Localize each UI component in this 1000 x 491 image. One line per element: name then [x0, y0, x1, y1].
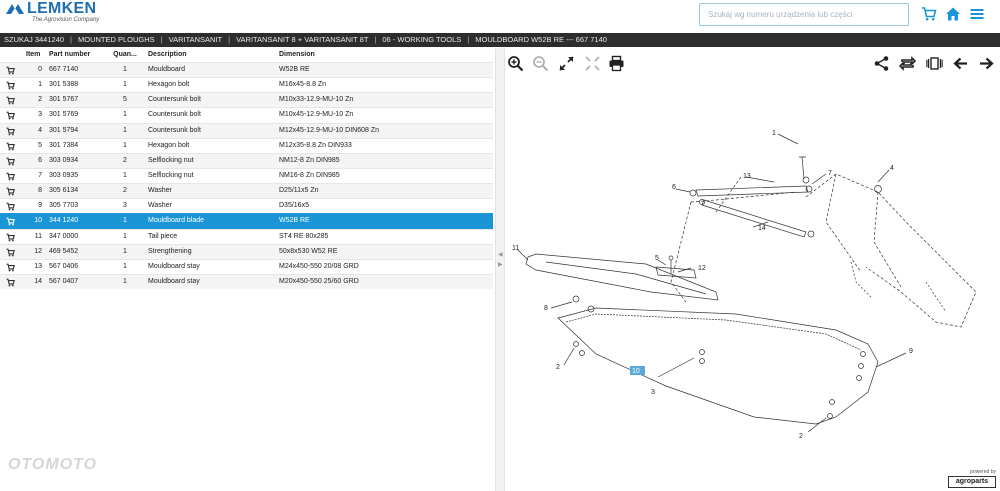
- cell-item: 3: [38, 111, 42, 119]
- arrow-left-icon[interactable]: [952, 55, 969, 72]
- cell-quantity: 1: [123, 171, 127, 179]
- print-icon[interactable]: [608, 55, 625, 72]
- cell-dimension: W52B RE: [279, 66, 310, 73]
- cell-item: 4: [38, 126, 42, 134]
- powered-by-label: powered by: [970, 469, 996, 475]
- cell-description: Washer: [148, 187, 172, 195]
- cell-dimension: NM12-8 Zn DIN985: [279, 156, 340, 164]
- cell-item: 5: [38, 141, 42, 149]
- table-row[interactable]: [0, 92, 493, 107]
- column-header-description[interactable]: Description: [148, 51, 187, 58]
- breadcrumb-item-mounted-ploughs[interactable]: MOUNTED PLOUGHS: [78, 35, 155, 44]
- zoom-in-icon[interactable]: [507, 55, 524, 72]
- cell-part-number: 303 0934: [49, 156, 79, 164]
- exploded-drawing[interactable]: [506, 82, 1000, 472]
- table-row[interactable]: [0, 62, 493, 77]
- cell-item: 9: [38, 202, 42, 210]
- cell-quantity: 1: [123, 141, 127, 149]
- cell-part-number: 469 5452: [49, 247, 79, 255]
- parts-table: [0, 48, 493, 289]
- cell-part-number: 667 7140: [49, 66, 79, 73]
- cell-quantity: 3: [123, 202, 127, 210]
- table-row[interactable]: [0, 138, 493, 153]
- cell-dimension: W52B RE: [279, 217, 310, 225]
- cell-quantity: 5: [123, 96, 127, 104]
- breadcrumb-separator: |: [160, 35, 163, 44]
- cell-dimension: M24x450-550 20/08 GRD: [279, 262, 359, 270]
- column-header-dimension[interactable]: Dimension: [279, 51, 315, 58]
- cell-dimension: M20x450-550 25/60 GRD: [279, 277, 359, 285]
- cell-dimension: D25/11x5 Zn: [279, 187, 319, 195]
- callout-1: 1: [772, 130, 776, 137]
- column-header-quantity[interactable]: Quan...: [113, 51, 137, 58]
- cell-quantity: 2: [123, 156, 127, 164]
- brand-logo[interactable]: [5, 1, 115, 29]
- cell-description: Mouldboard: [148, 66, 185, 73]
- table-header: [0, 48, 493, 62]
- cell-dimension: M12x35-8.8 Zn DIN933: [279, 141, 352, 149]
- cell-item: 14: [34, 277, 42, 285]
- cell-part-number: 301 5794: [49, 126, 79, 134]
- filmstrip-icon[interactable]: [926, 55, 943, 72]
- agroparts-logo: agroparts: [948, 476, 996, 488]
- breadcrumb-item-varitansanit[interactable]: VARITANSANIT: [168, 35, 223, 44]
- fit-icon[interactable]: [584, 55, 601, 72]
- breadcrumb-separator: |: [228, 35, 231, 44]
- table-row[interactable]: [0, 259, 493, 274]
- table-row[interactable]: [0, 107, 493, 122]
- callout-3: 3: [651, 389, 655, 396]
- arrow-right-icon[interactable]: [978, 55, 995, 72]
- cell-quantity: 1: [123, 232, 127, 240]
- cell-part-number: 301 5769: [49, 111, 79, 119]
- cell-quantity: 1: [123, 217, 127, 225]
- home-icon[interactable]: [945, 6, 961, 22]
- table-row[interactable]: [0, 183, 493, 198]
- cell-description: Mouldboard blade: [148, 217, 205, 225]
- callout-5: 5: [655, 255, 659, 262]
- cell-part-number: 305 6134: [49, 187, 79, 195]
- expand-icon[interactable]: [558, 55, 575, 72]
- breadcrumb-item-current: MOULDBOARD W52B RE --- 667 7140: [475, 35, 607, 44]
- callout-12: 12: [698, 265, 706, 272]
- cell-description: Selflocking nut: [148, 156, 194, 164]
- cell-item: 13: [34, 262, 42, 270]
- rotate-icon[interactable]: [899, 55, 916, 72]
- callout-14: 14: [758, 225, 766, 232]
- callout-9: 9: [909, 348, 913, 355]
- table-row[interactable]: [0, 77, 493, 92]
- cell-part-number: 301 7384: [49, 141, 79, 149]
- collapse-left-icon[interactable]: ◀: [498, 252, 503, 258]
- callout-7: 7: [828, 170, 832, 177]
- breadcrumb-item-search[interactable]: SZUKAJ 3441240: [4, 35, 65, 44]
- callout-11: 11: [512, 245, 520, 252]
- table-row[interactable]: [0, 153, 493, 168]
- table-row[interactable]: [0, 244, 493, 259]
- breadcrumb: [0, 33, 1000, 47]
- cell-part-number: 301 5388: [49, 81, 79, 89]
- cell-item: 0: [38, 66, 42, 73]
- callout-8: 8: [544, 305, 548, 312]
- cell-description: Washer: [148, 202, 172, 210]
- lemken-mark-icon: [5, 2, 25, 16]
- cell-description: Countersunk bolt: [148, 96, 201, 104]
- cell-quantity: 1: [123, 277, 127, 285]
- callout-2: 2: [556, 364, 560, 371]
- cell-dimension: M12x45-12.9-MU-10 DIN608 Zn: [279, 126, 379, 134]
- cell-quantity: 1: [123, 111, 127, 119]
- cell-quantity: 1: [123, 126, 127, 134]
- cell-part-number: 344 1240: [49, 217, 79, 225]
- cell-dimension: ST4 RE 80x285: [279, 232, 329, 240]
- menu-icon[interactable]: [969, 6, 985, 22]
- table-row[interactable]: [0, 198, 493, 213]
- cell-quantity: 1: [123, 66, 127, 73]
- cell-item: 2: [38, 96, 42, 104]
- callout-13: 13: [743, 173, 751, 180]
- cell-description: Mouldboard stay: [148, 277, 200, 285]
- cell-part-number: 567 0407: [49, 277, 79, 285]
- cell-description: Mouldboard stay: [148, 262, 200, 270]
- breadcrumb-separator: |: [467, 35, 470, 44]
- cell-item: 8: [38, 187, 42, 195]
- header: [0, 0, 1000, 33]
- cell-quantity: 1: [123, 81, 127, 89]
- table-row[interactable]: [0, 123, 493, 138]
- cell-description: Countersunk bolt: [148, 126, 201, 134]
- search-input[interactable]: [699, 3, 909, 26]
- cell-quantity: 1: [123, 262, 127, 270]
- cell-part-number: 305 7703: [49, 202, 79, 210]
- cell-description: Hexagon bolt: [148, 141, 190, 149]
- powered-by-badge[interactable]: [948, 469, 996, 489]
- collapse-right-icon[interactable]: ▶: [498, 262, 503, 268]
- cell-description: Tail piece: [148, 232, 178, 240]
- column-header-part-number[interactable]: Part number: [49, 51, 91, 58]
- cell-quantity: 2: [123, 187, 127, 195]
- table-row[interactable]: [0, 229, 493, 244]
- table-row[interactable]: [0, 274, 493, 289]
- cell-item: 1: [38, 81, 42, 89]
- cell-part-number: 303 0935: [49, 171, 79, 179]
- cart-icon[interactable]: [921, 6, 937, 22]
- cell-dimension: D35/16x5: [279, 202, 309, 210]
- column-header-item[interactable]: Item: [26, 51, 41, 58]
- cell-item: 11: [34, 232, 42, 240]
- cell-description: Hexagon bolt: [148, 81, 190, 89]
- table-row[interactable]: [0, 213, 493, 228]
- callout-6: 6: [672, 184, 676, 191]
- cell-description: Countersunk bolt: [148, 111, 201, 119]
- cell-item: 10: [34, 217, 42, 225]
- cell-dimension: M10x33-12.9-MU-10 Zn: [279, 96, 354, 104]
- pane-splitter[interactable]: [495, 48, 505, 491]
- watermark: OTOMOTO: [8, 456, 98, 473]
- add-to-cart-icon[interactable]: [6, 275, 16, 293]
- callout-2b: 2: [799, 433, 803, 440]
- cell-part-number: 347 0000: [49, 232, 79, 240]
- callout-4: 4: [890, 165, 894, 172]
- cell-dimension: NM16-8 Zn DIN985: [279, 171, 340, 179]
- breadcrumb-separator: |: [70, 35, 72, 44]
- cell-dimension: M16x45-8.8 Zn: [279, 81, 327, 89]
- cell-description: Selflocking nut: [148, 171, 194, 179]
- callout-10: 10: [632, 368, 640, 375]
- cell-item: 7: [38, 171, 42, 179]
- cell-dimension: M10x45-12.9-MU-10 Zn: [279, 111, 354, 119]
- cell-part-number: 301 5767: [49, 96, 79, 104]
- cell-item: 12: [34, 247, 42, 255]
- breadcrumb-separator: |: [374, 35, 377, 44]
- cell-dimension: 50x8x530 W52 RE: [279, 247, 338, 255]
- brand-tagline: The Agrovision Company: [32, 17, 100, 23]
- breadcrumb-item-model[interactable]: VARITANSANIT 8 + VARITANSANIT 8T: [236, 35, 369, 44]
- share-icon[interactable]: [873, 55, 890, 72]
- table-row[interactable]: [0, 168, 493, 183]
- zoom-out-icon[interactable]: [532, 55, 549, 72]
- cell-quantity: 1: [123, 247, 127, 255]
- breadcrumb-item-working-tools[interactable]: 06 - WORKING TOOLS: [382, 35, 462, 44]
- cell-description: Strengthening: [148, 247, 192, 255]
- cell-item: 6: [38, 156, 42, 164]
- cell-part-number: 567 0406: [49, 262, 79, 270]
- brand-name: LEMKEN: [27, 0, 97, 17]
